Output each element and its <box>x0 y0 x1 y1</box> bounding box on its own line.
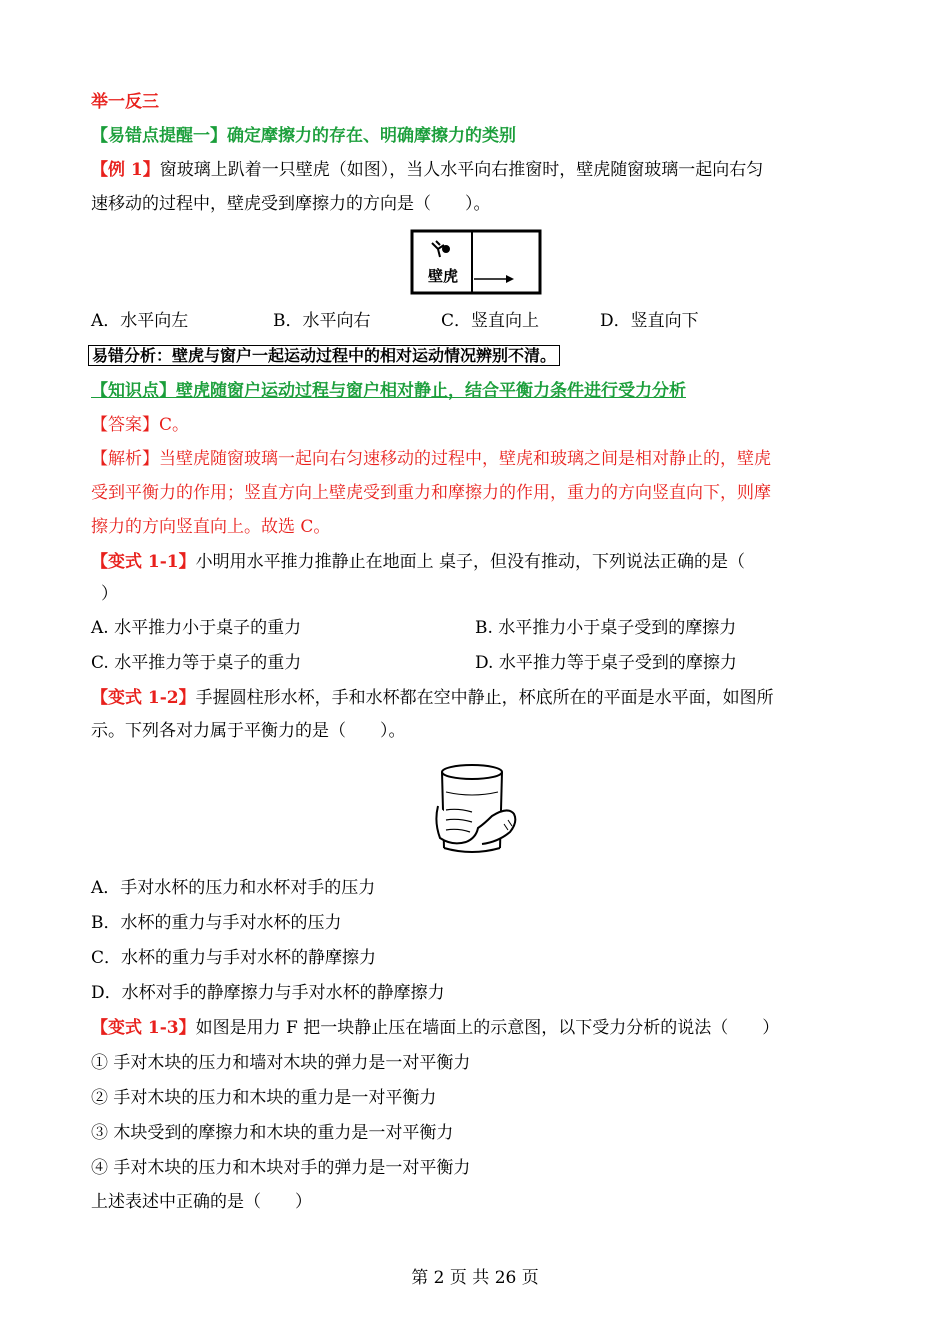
variant-1-1-option-a: A. 水平推力小于桌子的重力 <box>91 618 302 638</box>
variant-1-3-item-1: ① 手对木块的压力和墙对木块的弹力是一对平衡力 <box>91 1053 471 1073</box>
mistake-tip-heading: 【易错点提醒一】确定摩擦力的存在、明确摩擦力的类别 <box>91 126 516 146</box>
variant-1-1-text: 小明用水平推力推静止在地面上 桌子，但没有推动，下列说法正确的是（ <box>195 552 746 572</box>
section-title: 举一反三 <box>91 92 159 112</box>
analysis-tag: 【解析】 <box>91 449 159 469</box>
example-1-line-2: 速移动的过程中，壁虎受到摩擦力的方向是（ ）。 <box>91 194 491 214</box>
variant-1-3-item-3: ③ 木块受到的摩擦力和木块的重力是一对平衡力 <box>91 1123 454 1143</box>
example-1-option-d: D．竖直向下 <box>600 311 699 331</box>
variant-1-3-tag: 【变式 1-3】 <box>91 1018 196 1038</box>
variant-1-3-text: 如图是用力 F 把一块静止压在墙面上的示意图，以下受力分析的说法（ ） <box>195 1018 780 1038</box>
gecko-window-figure <box>410 229 542 295</box>
variant-1-1-line-2: ） <box>101 584 118 604</box>
answer-value: C。 <box>159 415 190 435</box>
example-1-text: 窗玻璃上趴着一只壁虎（如图），当人水平向右推窗时，壁虎随窗玻璃一起向右匀 <box>159 160 764 180</box>
example-1-option-b: B．水平向右 <box>273 311 371 331</box>
variant-1-1-tag: 【变式 1-1】 <box>91 552 196 572</box>
knowledge-point: 【知识点】壁虎随窗户运动过程与窗户相对静止，结合平衡力条件进行受力分析 <box>91 381 686 401</box>
example-1-line-1 <box>91 158 763 182</box>
variant-1-2-option-c: C．水杯的重力与手对水杯的静摩擦力 <box>91 948 377 968</box>
hand-icon <box>436 806 515 844</box>
analysis-line-3: 擦力的方向竖直向上。故选 C。 <box>91 517 331 537</box>
variant-1-2-option-b: B．水杯的重力与手对水杯的压力 <box>91 913 342 933</box>
page-footer: 第 2 页 共 26 页 <box>411 1268 539 1288</box>
variant-1-1-option-d: D. 水平推力等于桌子受到的摩擦力 <box>475 653 737 673</box>
hand-holding-cup-figure <box>432 762 522 858</box>
variant-1-3-last: 上述表述中正确的是（ ） <box>91 1192 312 1212</box>
variant-1-3-item-2: ② 手对木块的压力和木块的重力是一对平衡力 <box>91 1088 437 1108</box>
variant-1-3-item-4: ④ 手对木块的压力和木块对手的弹力是一对平衡力 <box>91 1158 471 1178</box>
analysis-text-1: 当壁虎随窗玻璃一起向右匀速移动的过程中，壁虎和玻璃之间是相对静止的，壁虎 <box>159 449 771 469</box>
variant-1-3-line-1 <box>91 1016 779 1040</box>
variant-1-1-option-c: C. 水平推力等于桌子的重力 <box>91 653 302 673</box>
variant-1-2-option-d: D．水杯对手的静摩擦力与手对水杯的静摩擦力 <box>91 983 445 1003</box>
analysis-line-2: 受到平衡力的作用；竖直方向上壁虎受到重力和摩擦力的作用，重力的方向竖直向下，则摩 <box>91 483 771 503</box>
answer-tag: 【答案】 <box>91 415 159 435</box>
analysis-line-1 <box>91 447 771 471</box>
answer <box>91 413 189 437</box>
variant-1-2-option-a: A．手对水杯的压力和水杯对手的压力 <box>91 878 376 898</box>
example-1-option-a: A．水平向左 <box>91 311 189 331</box>
variant-1-2-tag: 【变式 1-2】 <box>91 688 196 708</box>
variant-1-1-option-b: B. 水平推力小于桌子受到的摩擦力 <box>475 618 737 638</box>
error-analysis-text: 易错分析：壁虎与窗户一起运动过程中的相对运动情况辨别不清。 <box>88 345 560 366</box>
variant-1-2-line-1 <box>91 686 774 710</box>
example-1-option-c: C．竖直向上 <box>441 311 540 331</box>
variant-1-2-text: 手握圆柱形水杯，手和水杯都在空中静止，杯底所在的平面是水平面，如图所 <box>195 688 774 708</box>
variant-1-2-line-2: 示。下列各对力属于平衡力的是（ ）。 <box>91 721 406 741</box>
example-1-tag: 【例 1】 <box>91 160 160 180</box>
gecko-label: 壁虎 <box>428 267 459 285</box>
variant-1-1-line-1 <box>91 550 745 574</box>
error-analysis <box>88 344 560 368</box>
